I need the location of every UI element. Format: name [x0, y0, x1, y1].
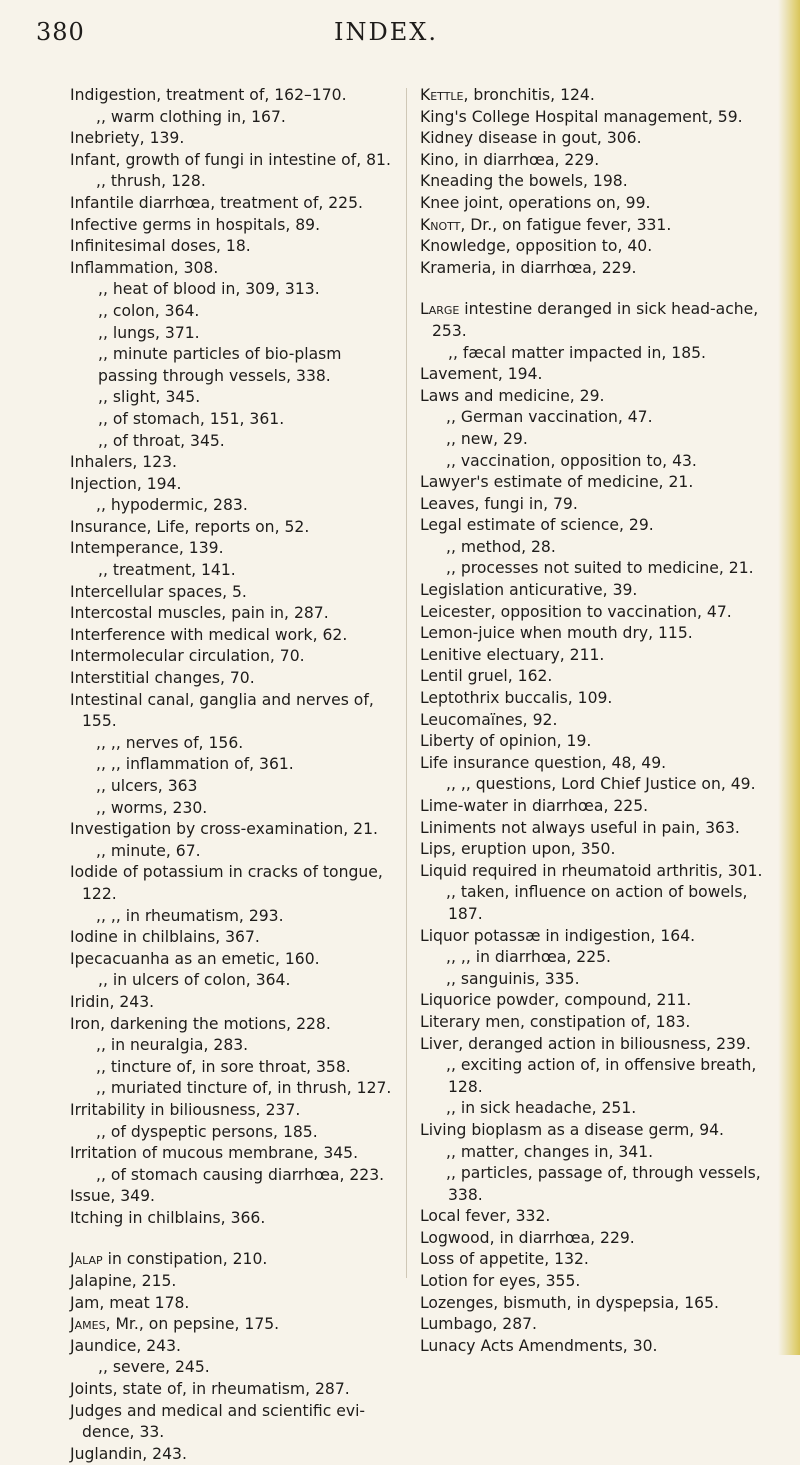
- index-entry: ,, ,, nerves of, 156.: [96, 733, 244, 752]
- index-entry: ,, ,, in diarrhœa, 225.: [446, 948, 611, 967]
- index-entry: Liquid required in rheumatoid arthritis, 301.: [420, 861, 763, 880]
- index-entry: ,, of stomach, 151, 361.: [98, 409, 285, 428]
- index-entry: ,, processes not suited to medicine, 21.: [446, 559, 754, 578]
- index-entry: Legal estimate of science, 29.: [420, 516, 654, 535]
- index-entry: ,, thrush, 128.: [96, 172, 206, 191]
- index-entry: Injection, 194.: [70, 474, 182, 493]
- index-entry: Leptothrix buccalis, 109.: [420, 689, 613, 708]
- index-entry: Lotion for eyes, 355.: [420, 1272, 581, 1291]
- index-entry: Knee joint, operations on, 99.: [420, 193, 651, 212]
- index-entry: Lime-water in diarrhœa, 225.: [420, 797, 649, 815]
- index-entry: Joints, state of, in rheumatism, 287.: [70, 1380, 350, 1399]
- index-entry: Iodine in chilblains, 367.: [70, 928, 260, 947]
- index-entry: ,, muriated tincture of, in thrush, 127.: [96, 1079, 392, 1098]
- index-entry: ,, ,, in rheumatism, 293.: [96, 906, 284, 925]
- index-entry: ,, slight, 345.: [98, 388, 201, 407]
- index-entry: ,, minute, 67.: [96, 841, 201, 860]
- index-entry: Itching in chilblains, 366.: [70, 1208, 266, 1227]
- page-number: 380: [36, 18, 85, 46]
- index-entry: Infantile diarrhœa, treatment of, 225.: [70, 193, 363, 212]
- index-entry: Interference with medical work, 62.: [70, 625, 348, 644]
- index-entry: Irritation of mucous membrane, 345.: [70, 1144, 359, 1163]
- index-entry: Lawyer's estimate of medicine, 21.: [420, 473, 694, 492]
- index-entry: ,, in neuralgia, 283.: [96, 1036, 249, 1055]
- index-entry: Lumbago, 287.: [420, 1315, 538, 1334]
- index-entry: ,, minute particles of bio-plasm passing through vessels, 338.: [98, 345, 342, 385]
- index-entry: Liquor potassæ in indigestion, 164.: [420, 926, 696, 945]
- index-entry: Jam, meat 178.: [70, 1293, 190, 1312]
- index-entry: Knott, Dr., on fatigue fever, 331.: [420, 215, 672, 234]
- index-entry: Lozenges, bismuth, in dyspepsia, 165.: [420, 1293, 719, 1312]
- index-entry: ,, ulcers, 363: [96, 777, 198, 795]
- index-entry: ,, warm clothing in, 167.: [96, 107, 286, 126]
- index-entry: Irritability in biliousness, 237.: [70, 1100, 301, 1119]
- index-entry: Intercellular spaces, 5.: [70, 582, 247, 601]
- index-entry: Kneading the bowels, 198.: [420, 172, 628, 191]
- index-entry: Kino, in diarrhœa, 229.: [420, 150, 600, 169]
- index-entry: Iridin, 243.: [70, 992, 155, 1011]
- index-entry: ,, ,, questions, Lord Chief Justice on, 49.: [446, 775, 756, 794]
- index-entry: ,, matter, changes in, 341.: [446, 1142, 654, 1161]
- index-entry: Literary men, constipation of, 183.: [420, 1012, 691, 1031]
- index-entry: Infinitesimal doses, 18.: [70, 237, 251, 256]
- index-entry: Living bioplasm as a disease germ, 94.: [420, 1120, 725, 1139]
- index-entry: ,, fæcal matter impacted in, 185.: [448, 343, 706, 362]
- index-entry: Liquorice powder, compound, 211.: [420, 991, 692, 1010]
- index-entry: Lunacy Acts Amendments, 30.: [420, 1336, 658, 1355]
- index-entry: ,, of stomach causing diarrhœa, 223.: [96, 1165, 385, 1184]
- index-entry: Leaves, fungi in, 79.: [420, 494, 578, 513]
- index-entry: ,, ,, inflammation of, 361.: [96, 755, 294, 774]
- index-entry: Liver, deranged action in biliousness, 239.: [420, 1034, 751, 1053]
- index-entry: Intemperance, 139.: [70, 539, 224, 558]
- index-entry: ,, in sick headache, 251.: [446, 1099, 637, 1118]
- index-entry: Intermolecular circulation, 70.: [70, 647, 305, 666]
- index-entry: ,, vaccination, opposition to, 43.: [446, 451, 697, 470]
- index-entry: Iron, darkening the motions, 228.: [70, 1014, 331, 1033]
- index-entry: Kidney disease in gout, 306.: [420, 129, 642, 148]
- index-entry: ,, method, 28.: [446, 537, 556, 556]
- index-entry: ,, lungs, 371.: [98, 323, 200, 342]
- index-entry: Indigestion, treatment of, 162–170.: [70, 86, 347, 104]
- index-column-right: [420, 85, 780, 1357]
- index-entry: Judges and medical and scientific evi-dence, 33.: [70, 1401, 366, 1442]
- index-entry: Juglandin, 243.: [70, 1444, 187, 1463]
- index-entry: Jalap in constipation, 210.: [70, 1250, 268, 1269]
- page-edge: [778, 0, 800, 1355]
- index-entry: King's College Hospital management, 59.: [420, 107, 743, 126]
- index-entry: Kettle, bronchitis, 124.: [420, 86, 595, 104]
- index-entry: ,, of dyspeptic persons, 185.: [96, 1122, 318, 1141]
- index-column-left: [70, 85, 400, 1465]
- index-entry: Laws and medicine, 29.: [420, 386, 605, 405]
- index-entry: Local fever, 332.: [420, 1207, 551, 1226]
- index-entry: ,, taken, influence on action of bowels, 187.: [446, 883, 748, 923]
- index-entry: Leucomaïnes, 92.: [420, 710, 558, 729]
- index-entry: Lavement, 194.: [420, 365, 543, 384]
- index-entry: ,, particles, passage of, through vessels, 338.: [446, 1164, 761, 1204]
- index-entry: Liniments not always useful in pain, 363.: [420, 818, 740, 837]
- index-entry: Lenitive electuary, 211.: [420, 645, 605, 664]
- index-entry: ,, of throat, 345.: [98, 431, 225, 450]
- index-entry: Infant, growth of fungi in intestine of, 81.: [70, 150, 391, 169]
- index-entry: Lentil gruel, 162.: [420, 667, 553, 686]
- index-entry: Ipecacuanha as an emetic, 160.: [70, 949, 320, 968]
- index-entry: ,, German vaccination, 47.: [446, 408, 653, 427]
- index-entry: ,, tincture of, in sore throat, 358.: [96, 1057, 351, 1076]
- index-entry: Jalapine, 215.: [70, 1272, 177, 1291]
- index-entry: Interstitial changes, 70.: [70, 669, 255, 688]
- page-title: INDEX.: [334, 18, 438, 46]
- index-entry: Intercostal muscles, pain in, 287.: [70, 604, 329, 623]
- index-entry: Intestinal canal, ganglia and nerves of, 155.: [70, 690, 374, 731]
- index-entry: ,, heat of blood in, 309, 313.: [98, 280, 320, 299]
- index-entry: Legislation anticurative, 39.: [420, 581, 638, 600]
- index-entry: Inebriety, 139.: [70, 129, 185, 148]
- index-entry: ,, hypodermic, 283.: [96, 496, 248, 515]
- index-entry: Liberty of opinion, 19.: [420, 732, 592, 751]
- index-entry: ,, worms, 230.: [96, 798, 208, 817]
- index-entry: James, Mr., on pepsine, 175.: [70, 1315, 280, 1334]
- index-entry: ,, in ulcers of colon, 364.: [98, 971, 291, 990]
- index-entry: ,, sanguinis, 335.: [446, 969, 580, 988]
- page-header: [36, 18, 736, 58]
- index-entry: Logwood, in diarrhœa, 229.: [420, 1228, 635, 1247]
- column-divider: [406, 88, 407, 1278]
- index-entry: Inhalers, 123.: [70, 453, 178, 472]
- index-entry: Insurance, Life, reports on, 52.: [70, 517, 310, 536]
- index-entry: ,, treatment, 141.: [98, 561, 236, 580]
- index-entry: Inflammation, 308.: [70, 258, 219, 277]
- index-entry: Lips, eruption upon, 350.: [420, 840, 616, 859]
- index-entry: ,, severe, 245.: [98, 1358, 210, 1377]
- index-entry: Iodide of potassium in cracks of tongue, 122.: [70, 863, 383, 903]
- index-entry: Jaundice, 243.: [70, 1336, 181, 1355]
- index-entry: Lemon-juice when mouth dry, 115.: [420, 624, 693, 643]
- index-entry: Knowledge, opposition to, 40.: [420, 237, 653, 256]
- index-entry: Life insurance question, 48, 49.: [420, 753, 667, 772]
- index-entry: Investigation by cross-examination, 21.: [70, 820, 378, 839]
- index-entry: Krameria, in diarrhœa, 229.: [420, 258, 637, 277]
- index-entry: Loss of appetite, 132.: [420, 1250, 589, 1269]
- index-entry: ,, colon, 364.: [98, 301, 200, 320]
- index-entry: Leicester, opposition to vaccination, 47.: [420, 602, 732, 621]
- index-entry: ,, exciting action of, in offensive breath, 128.: [446, 1056, 757, 1096]
- index-entry: Issue, 349.: [70, 1187, 155, 1206]
- index-entry: ,, new, 29.: [446, 429, 528, 448]
- index-entry: Infective germs in hospitals, 89.: [70, 215, 321, 234]
- index-entry: Large intestine deranged in sick head-ache, 253.: [420, 300, 759, 340]
